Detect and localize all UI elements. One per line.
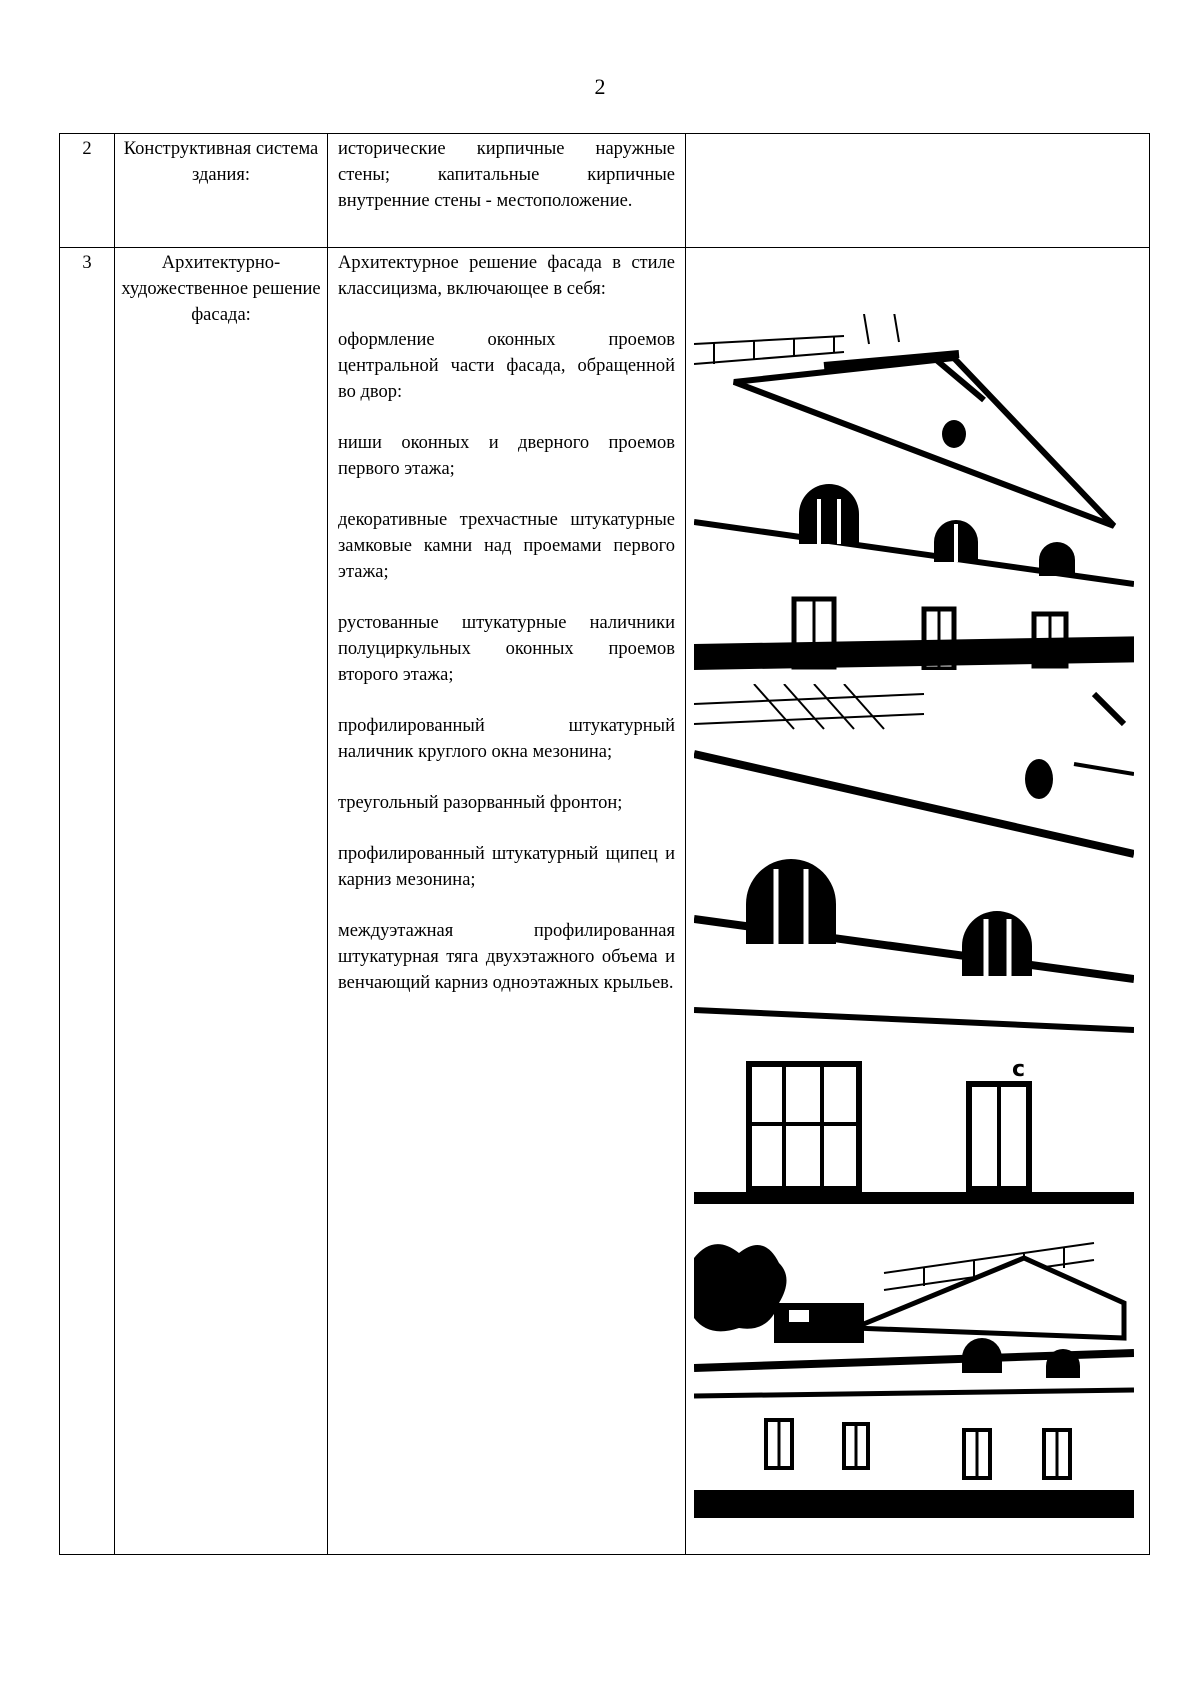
description-paragraph: декоративные трехчастные штукатурные замковые камни над проемами первого этажа; [338,510,675,582]
row-number-cell [60,248,115,1555]
facade-photo-2 [694,684,1134,1204]
description-paragraph: профилированный штукатурный наличник круглого окна мезонина; [338,716,675,762]
row-image-cell [686,134,1150,248]
description-paragraph: профилированный штукатурный щипец и карниз мезонина; [338,844,675,890]
row-name-cell [115,134,328,248]
document-table [59,133,1150,1555]
row-number: 2 [82,139,92,159]
table-row [60,248,1150,1555]
description-paragraph: междуэтажная профилированная штукатурная тяга двухэтажного объема и венчающий карниз одноэтажных крыльев. [338,921,675,993]
facade-photo-1 [694,314,1134,670]
row-description-cell [328,248,686,1555]
row-description-cell [328,134,686,248]
row-name: Архитектурно-художественное решение фасада: [121,253,321,325]
description-paragraph: Архитектурное решение фасада в стиле классицизма, включающее в себя: [338,253,675,299]
facade-photo-3 [694,1218,1134,1518]
description-paragraph: исторические кирпичные наружные стены; капитальные кирпичные внутренние стены - местоположение. [338,139,675,211]
page-number: 2 [594,74,606,99]
description-paragraph: ниши оконных и дверного проемов первого этажа; [338,433,675,479]
row-number-cell [60,134,115,248]
svg-text:c: c [1012,1057,1026,1082]
row-name-cell [115,248,328,1555]
row-image-cell [686,248,1150,1555]
table-row [60,134,1150,248]
description-paragraph: треугольный разорванный фронтон; [338,793,623,813]
description-paragraph: рустованные штукатурные наличники полуциркульных оконных проемов второго этажа; [338,613,675,685]
row-name: Конструктивная система здания: [123,139,319,185]
row-number: 3 [82,253,92,273]
description-paragraph: оформление оконных проемов центральной части фасада, обращенной во двор: [338,330,675,402]
